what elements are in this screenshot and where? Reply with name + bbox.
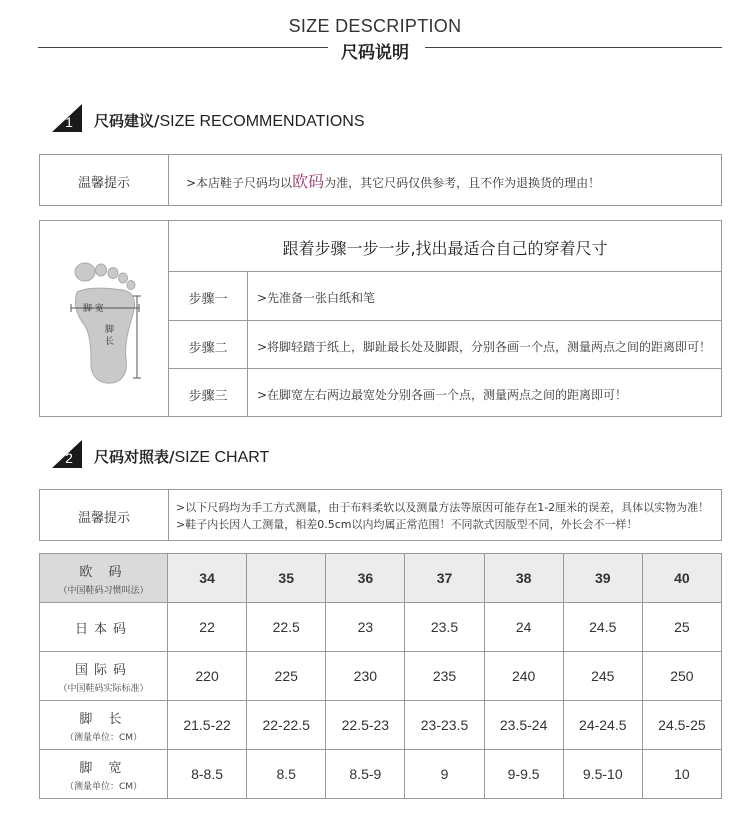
row-header-sub: （中国鞋码实际标准） xyxy=(58,683,149,694)
notice-text xyxy=(186,169,600,192)
table-cell: 24.5 xyxy=(563,603,642,652)
step-3-label: 步骤三 xyxy=(188,389,228,404)
step-1-label: 步骤一 xyxy=(188,292,228,307)
table-cell: 23-23.5 xyxy=(405,701,484,750)
step-1-text: >先准备一张白纸和笔 xyxy=(257,291,376,305)
row-header-name: 脚 宽 xyxy=(79,760,128,776)
table-cell: 8.5 xyxy=(247,750,326,799)
table-cell: 21.5-22 xyxy=(168,701,247,750)
foot-outline-icon xyxy=(65,256,145,386)
table-cell: 39 xyxy=(563,554,642,603)
row-header-name: 日本码 xyxy=(74,621,132,637)
header-title-en: SIZE DESCRIPTION xyxy=(288,16,462,36)
table-cell: 8.5-9 xyxy=(326,750,405,799)
section-title-en: SIZE CHART xyxy=(174,449,270,466)
header-title-zh: 尺码说明 xyxy=(341,43,409,63)
table-cell: 225 xyxy=(247,652,326,701)
foot-width-label: 脚 宽 xyxy=(83,304,104,314)
table-cell: 9 xyxy=(405,750,484,799)
steps-divider-label xyxy=(247,271,248,416)
row-header xyxy=(40,701,168,750)
section-number: 1 xyxy=(65,114,73,130)
table-row xyxy=(40,701,722,750)
row-header xyxy=(40,554,168,603)
section-title-zh: 尺码建议/ xyxy=(94,112,160,130)
table-row xyxy=(40,603,722,652)
notice-text-after: 为准，其它尺码仅供参考，且不作为退换货的理由！ xyxy=(324,176,601,190)
row-header-sub: （测量单位：CM） xyxy=(64,732,143,743)
table-row xyxy=(40,554,722,603)
notice-line-2: >鞋子内长因人工测量，相差0.5cm以内均属正常范围！不同款式因版型不同，外长会不一样！ xyxy=(176,518,638,531)
table-cell: 245 xyxy=(563,652,642,701)
table-cell: 38 xyxy=(484,554,563,603)
table-cell: 22 xyxy=(168,603,247,652)
row-header xyxy=(40,603,168,652)
table-cell: 24 xyxy=(484,603,563,652)
steps-divider-3 xyxy=(168,368,721,369)
notice-label: 温馨提示 xyxy=(77,511,130,526)
row-header xyxy=(40,652,168,701)
table-cell: 22.5 xyxy=(247,603,326,652)
table-cell: 35 xyxy=(247,554,326,603)
notice-line-1: >以下尺码均为手工方式测量，由于布料柔软以及测量方法等原因可能存在1-2厘米的误差，具体以实物为准！ xyxy=(176,501,710,514)
table-cell: 37 xyxy=(405,554,484,603)
steps-box xyxy=(39,220,722,417)
row-header-sub: （中国鞋码习惯叫法） xyxy=(58,585,149,596)
size-chart-table xyxy=(39,553,722,799)
section-title-zh: 尺码对照表/ xyxy=(94,448,175,466)
notice-lines xyxy=(176,499,709,533)
table-row xyxy=(40,750,722,799)
table-cell: 10 xyxy=(642,750,721,799)
notice-highlight: 欧码 xyxy=(292,172,325,191)
row-header-name: 脚 长 xyxy=(79,711,128,727)
steps-divider-1 xyxy=(168,271,721,272)
row-header-sub: （测量单位：CM） xyxy=(64,781,143,792)
step-3-text: >在脚宽左右两边最宽处分别各画一个点，测量两点之间的距离即可！ xyxy=(257,388,628,402)
table-cell: 24.5-25 xyxy=(642,701,721,750)
notice-text-before: >本店鞋子尺码均以 xyxy=(186,176,293,190)
table-cell: 34 xyxy=(168,554,247,603)
table-cell: 22-22.5 xyxy=(247,701,326,750)
table-cell: 24-24.5 xyxy=(563,701,642,750)
section-title-en: SIZE RECOMMENDATIONS xyxy=(159,113,365,130)
step-2-text: >将脚轻踏于纸上，脚趾最长处及脚跟，分别各画一个点，测量两点之间的距离即可！ xyxy=(257,340,712,354)
table-cell: 23.5-24 xyxy=(484,701,563,750)
table-cell: 235 xyxy=(405,652,484,701)
table-row xyxy=(40,652,722,701)
table-cell: 25 xyxy=(642,603,721,652)
notice-box-recommendation xyxy=(39,154,722,206)
section-title xyxy=(94,110,365,131)
section-title xyxy=(94,446,269,467)
table-cell: 23.5 xyxy=(405,603,484,652)
foot-length-label: 脚长 xyxy=(105,325,115,347)
notice-divider xyxy=(168,155,169,205)
table-cell: 230 xyxy=(326,652,405,701)
notice-box-size-chart xyxy=(39,489,722,541)
step-2-label: 步骤二 xyxy=(188,341,228,356)
table-cell: 36 xyxy=(326,554,405,603)
notice-divider xyxy=(168,490,169,540)
table-cell: 250 xyxy=(642,652,721,701)
table-cell: 8-8.5 xyxy=(168,750,247,799)
table-cell: 9.5-10 xyxy=(563,750,642,799)
steps-divider-2 xyxy=(168,320,721,321)
foot-illustration xyxy=(65,256,145,386)
row-header-name: 国际码 xyxy=(74,662,132,678)
table-cell: 23 xyxy=(326,603,405,652)
row-header-name: 欧 码 xyxy=(79,564,128,580)
notice-label: 温馨提示 xyxy=(77,176,130,191)
steps-heading: 跟着步骤一步一步,找出最适合自己的穿着尺寸 xyxy=(282,239,608,258)
table-cell: 22.5-23 xyxy=(326,701,405,750)
section-number: 2 xyxy=(65,450,73,466)
table-cell: 40 xyxy=(642,554,721,603)
table-cell: 240 xyxy=(484,652,563,701)
row-header xyxy=(40,750,168,799)
table-cell: 220 xyxy=(168,652,247,701)
table-cell: 9-9.5 xyxy=(484,750,563,799)
